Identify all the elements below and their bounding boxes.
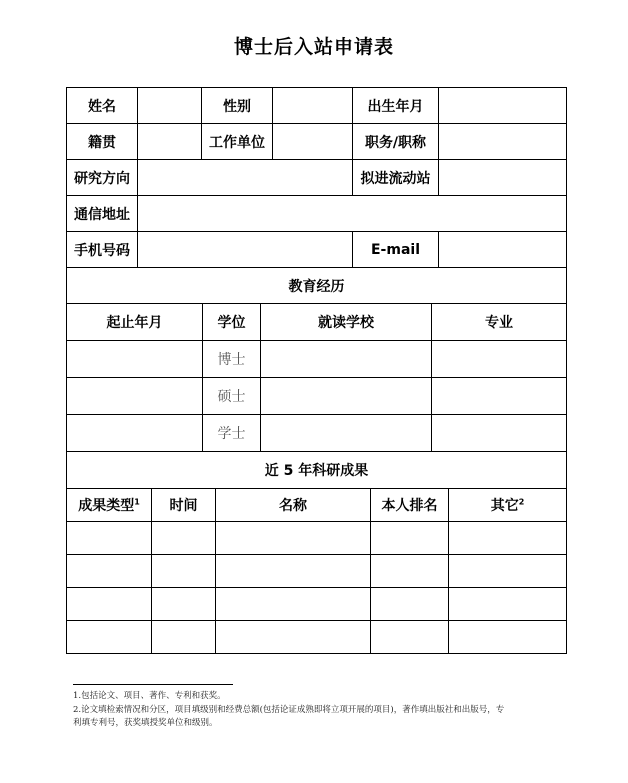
research-name-field[interactable] bbox=[216, 555, 371, 588]
name-label: 姓名 bbox=[67, 88, 138, 124]
address-field[interactable] bbox=[138, 196, 567, 232]
footnote-divider bbox=[73, 684, 233, 685]
research-row bbox=[67, 621, 567, 654]
mobile-field[interactable] bbox=[138, 232, 353, 268]
research-time-field[interactable] bbox=[152, 522, 216, 555]
research-header-other: 其它$^2$ bbox=[449, 489, 567, 522]
native-place-label: 籍贯 bbox=[67, 124, 138, 160]
address-label: 通信地址 bbox=[67, 196, 138, 232]
education-header-degree: 学位 bbox=[203, 304, 261, 341]
research-name-field[interactable] bbox=[216, 621, 371, 654]
research-other-field[interactable] bbox=[449, 522, 567, 555]
research-other-field[interactable] bbox=[449, 555, 567, 588]
research-other-field[interactable] bbox=[449, 588, 567, 621]
degree-label-bachelor: 学士 bbox=[203, 415, 261, 452]
email-label: E-mail bbox=[353, 232, 439, 268]
education-major-field[interactable] bbox=[432, 415, 567, 452]
footnote-2: 2.论文填检索情况和分区，项目填级别和经费总额(包括论证成熟即将立项开展的项目)，著作填出版社和出版号，专 bbox=[73, 705, 505, 715]
email-field[interactable] bbox=[439, 232, 567, 268]
research-row bbox=[67, 522, 567, 555]
native-place-field[interactable] bbox=[138, 124, 202, 160]
research-type-field[interactable] bbox=[67, 522, 152, 555]
employer-label: 工作单位 bbox=[202, 124, 273, 160]
research-row bbox=[67, 555, 567, 588]
education-period-field[interactable] bbox=[67, 415, 203, 452]
proposed-station-label: 拟进流动站 bbox=[353, 160, 439, 196]
employer-field[interactable] bbox=[273, 124, 353, 160]
personal-info-table bbox=[66, 87, 567, 304]
research-time-field[interactable] bbox=[152, 588, 216, 621]
education-period-field[interactable] bbox=[67, 341, 203, 378]
education-school-field[interactable] bbox=[261, 415, 432, 452]
education-major-field[interactable] bbox=[432, 378, 567, 415]
research-table bbox=[66, 488, 567, 654]
page-title: 博士后入站申请表 bbox=[233, 36, 394, 58]
position-label: 职务/职称 bbox=[353, 124, 439, 160]
research-header-type: 成果类型$^1$ bbox=[67, 489, 152, 522]
education-header-major: 专业 bbox=[432, 304, 567, 341]
footnote-1: 1.包括论文、项目、著作、专利和获奖。 bbox=[73, 691, 226, 701]
position-field[interactable] bbox=[439, 124, 567, 160]
gender-field[interactable] bbox=[273, 88, 353, 124]
research-type-field[interactable] bbox=[67, 588, 152, 621]
research-rank-field[interactable] bbox=[371, 588, 449, 621]
degree-label-master: 硕士 bbox=[203, 378, 261, 415]
education-section-title: 教育经历 bbox=[67, 268, 567, 304]
education-header-period: 起止年月 bbox=[67, 304, 203, 341]
research-section-title: 近 5 年科研成果 bbox=[67, 452, 567, 489]
gender-label: 性别 bbox=[202, 88, 273, 124]
research-other-field[interactable] bbox=[449, 621, 567, 654]
education-row-bachelor bbox=[67, 415, 567, 452]
research-direction-field[interactable] bbox=[138, 160, 353, 196]
footnote-2-continued: 利填专利号，获奖填授奖单位和级别。 bbox=[73, 718, 218, 728]
education-table bbox=[66, 303, 567, 489]
research-direction-label: 研究方向 bbox=[67, 160, 138, 196]
education-header-school: 就读学校 bbox=[261, 304, 432, 341]
research-row bbox=[67, 588, 567, 621]
research-rank-field[interactable] bbox=[371, 621, 449, 654]
education-row-master bbox=[67, 378, 567, 415]
degree-label-phd: 博士 bbox=[203, 341, 261, 378]
research-name-field[interactable] bbox=[216, 522, 371, 555]
research-type-field[interactable] bbox=[67, 555, 152, 588]
research-type-field[interactable] bbox=[67, 621, 152, 654]
research-header-rank: 本人排名 bbox=[371, 489, 449, 522]
research-header-name: 名称 bbox=[216, 489, 371, 522]
research-name-field[interactable] bbox=[216, 588, 371, 621]
research-rank-field[interactable] bbox=[371, 522, 449, 555]
education-period-field[interactable] bbox=[67, 378, 203, 415]
research-time-field[interactable] bbox=[152, 555, 216, 588]
research-header-time: 时间 bbox=[152, 489, 216, 522]
birth-field[interactable] bbox=[439, 88, 567, 124]
birth-label: 出生年月 bbox=[353, 88, 439, 124]
name-field[interactable] bbox=[138, 88, 202, 124]
research-rank-field[interactable] bbox=[371, 555, 449, 588]
education-school-field[interactable] bbox=[261, 378, 432, 415]
education-major-field[interactable] bbox=[432, 341, 567, 378]
proposed-station-field[interactable] bbox=[439, 160, 567, 196]
education-row-phd bbox=[67, 341, 567, 378]
mobile-label: 手机号码 bbox=[67, 232, 138, 268]
education-school-field[interactable] bbox=[261, 341, 432, 378]
research-time-field[interactable] bbox=[152, 621, 216, 654]
